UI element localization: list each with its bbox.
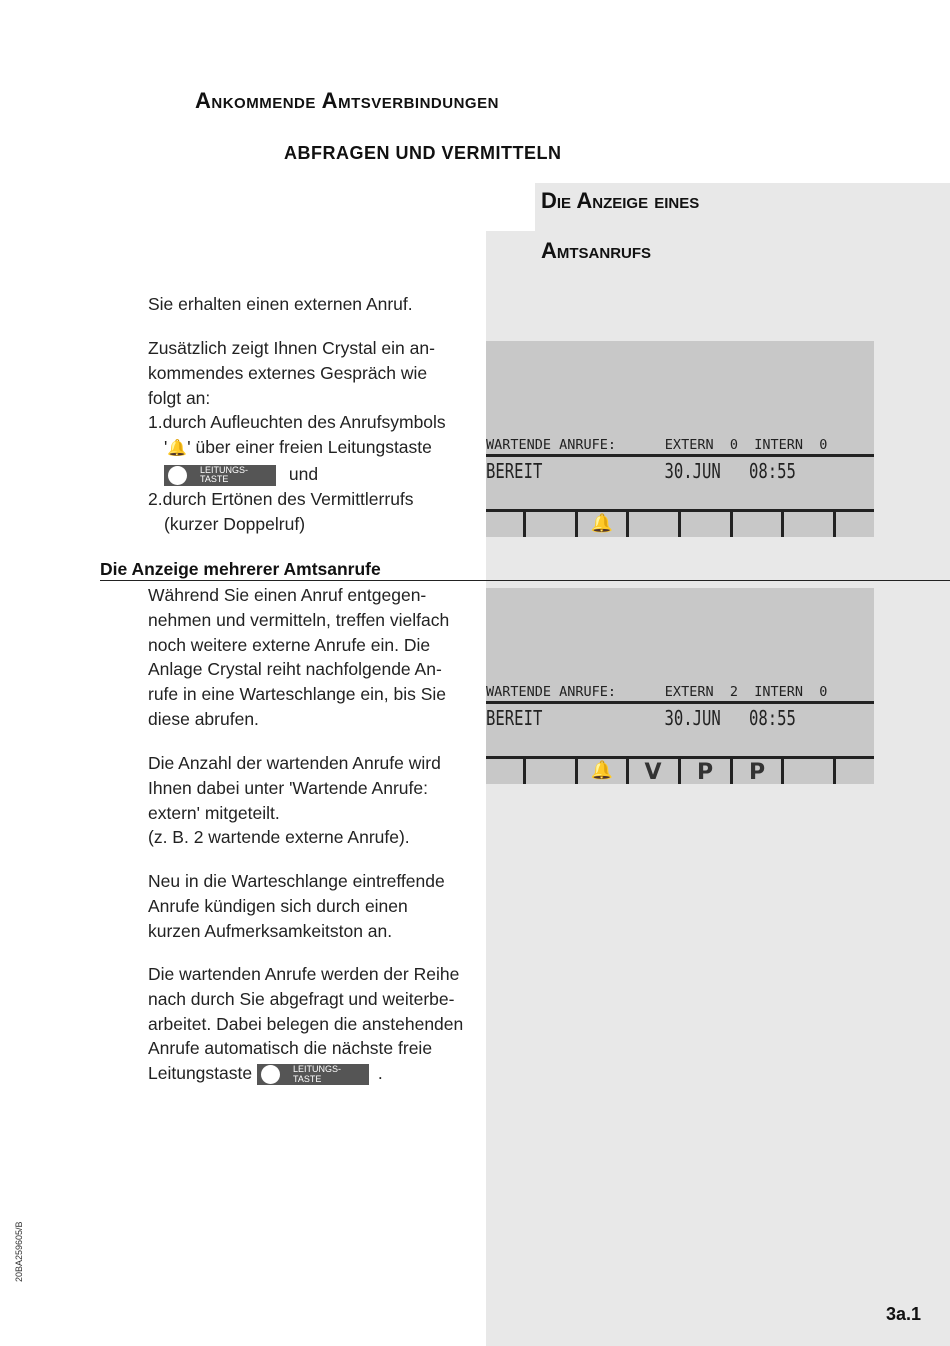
section-paragraph-4	[148, 962, 463, 1086]
text-line: rufe in eine Warteschlange ein, bis Sie	[148, 684, 446, 705]
key-separator	[781, 512, 784, 537]
text-line: (z. B. 2 wartende externe Anrufe).	[148, 827, 410, 848]
display-time: 08:55	[748, 459, 796, 483]
section-paragraph-1	[148, 583, 449, 732]
text-line: 2.durch Ertönen des Vermittlerrufs	[148, 488, 414, 509]
bell-icon: 🔔	[590, 760, 614, 781]
display-date: 30.JUN	[664, 459, 721, 483]
line-key-label	[200, 466, 248, 485]
text-line: nach durch Sie abgefragt und weiterbe-	[148, 988, 455, 1009]
display-softkeys	[486, 759, 874, 784]
display-divider	[486, 701, 874, 704]
text-line: kurzen Aufmerksamkeitston an.	[148, 920, 393, 941]
document-code: 20BA259605/B	[14, 1221, 24, 1282]
text-line: noch weitere externe Anrufe ein. Die	[148, 634, 431, 655]
display-waiting-row: WARTENDE ANRUFE: EXTERN 2 INTERN 0	[486, 684, 828, 700]
key-separator	[730, 512, 733, 537]
key-separator	[833, 512, 836, 537]
intro-paragraph-2	[148, 336, 446, 536]
text-fragment: über einer freien Leitungstaste	[195, 437, 432, 458]
text-line: Ihnen dabei unter 'Wartende Anrufe:	[148, 777, 428, 798]
text-line: 1.durch Aufleuchten des Anrufsymbols	[148, 412, 446, 433]
line-key-icon	[164, 465, 276, 486]
section-paragraph-3	[148, 869, 445, 943]
text-line: Neu in die Warteschlange eintreffende	[148, 871, 445, 891]
line-key-label-line1: LEITUNGS-	[292, 1064, 341, 1075]
text-line: Anlage Crystal reiht nachfolgende An-	[148, 659, 442, 680]
key-separator	[523, 512, 526, 537]
text-line: (kurzer Doppelruf)	[164, 513, 306, 534]
display-waiting-row: WARTENDE ANRUFE: EXTERN 0 INTERN 0	[486, 437, 828, 453]
display-divider	[486, 454, 874, 457]
line-key-circle	[168, 466, 187, 485]
display-date: 30.JUN	[664, 706, 721, 730]
line-key-circle	[261, 1065, 280, 1084]
display-status-row	[486, 459, 796, 483]
text-line: kommendes externes Gespräch wie	[148, 362, 428, 383]
line-key-label-line2: TASTE	[292, 1073, 322, 1084]
line-key-label-line1: LEITUNGS-	[200, 464, 249, 475]
text-line: nehmen und vermitteln, treffen vielfach	[148, 609, 450, 630]
display-panel-1	[486, 341, 874, 537]
page-title: Ankommende Amtsverbindungen	[195, 88, 499, 113]
text-line: Die Anzahl der wartenden Anrufe wird	[148, 753, 441, 773]
page-number: 3a.1	[886, 1304, 922, 1324]
key-separator	[678, 512, 681, 537]
bell-icon: 🔔	[590, 513, 614, 534]
bell-icon: 🔔	[167, 440, 188, 458]
section-paragraph-2	[148, 751, 441, 850]
page-subtitle: ABFRAGEN UND VERMITTELN	[284, 143, 562, 163]
text-line: Während Sie einen Anruf entgegen-	[148, 585, 427, 605]
display-status-row	[486, 706, 796, 730]
text-line: diese abrufen.	[148, 708, 259, 729]
quote-mark: '	[187, 437, 191, 458]
text-line	[148, 435, 446, 462]
key-separator	[833, 759, 836, 784]
intro-paragraph-1: Sie erhalten einen externen Anruf.	[148, 294, 413, 314]
display-status: BEREIT	[486, 706, 543, 730]
section-rule	[100, 580, 950, 581]
softkey-label-v: V	[644, 760, 662, 785]
key-separator	[781, 759, 784, 784]
text-line: Anrufe kündigen sich durch einen	[148, 895, 408, 916]
section-heading: Die Anzeige mehrerer Amtsanrufe	[100, 559, 381, 579]
text-line: arbeitet. Dabei belegen die anstehenden	[148, 1013, 464, 1034]
display-panel-2	[486, 588, 874, 784]
display-time: 08:55	[748, 706, 796, 730]
key-separator	[626, 512, 629, 537]
quote-mark: '	[164, 437, 168, 458]
key-separator	[523, 759, 526, 784]
text-fragment: und	[288, 463, 319, 484]
line-key-label	[293, 1065, 341, 1084]
text-line: Zusätzlich zeigt Ihnen Crystal ein an-	[148, 338, 435, 358]
text-fragment: Leitungstaste	[148, 1063, 253, 1084]
text-line: extern' mitgeteilt.	[148, 802, 280, 823]
line-key-icon	[257, 1064, 369, 1085]
side-heading-line2: Amtsanrufs	[541, 238, 652, 263]
text-line: Anrufe automatisch die nächste freie	[148, 1038, 433, 1059]
text-line: folgt an:	[148, 387, 211, 408]
side-heading-line1: Die Anzeige eines	[541, 188, 700, 213]
line-key-label-line2: TASTE	[200, 474, 229, 485]
softkey-label-p2: P	[748, 760, 766, 785]
display-status: BEREIT	[486, 459, 543, 483]
text-fragment: .	[377, 1063, 383, 1084]
display-softkeys	[486, 512, 874, 537]
text-line: Die wartenden Anrufe werden der Reihe	[148, 964, 460, 984]
text-line	[148, 1061, 463, 1086]
text-line	[148, 462, 446, 487]
softkey-label-p1: P	[696, 760, 714, 785]
